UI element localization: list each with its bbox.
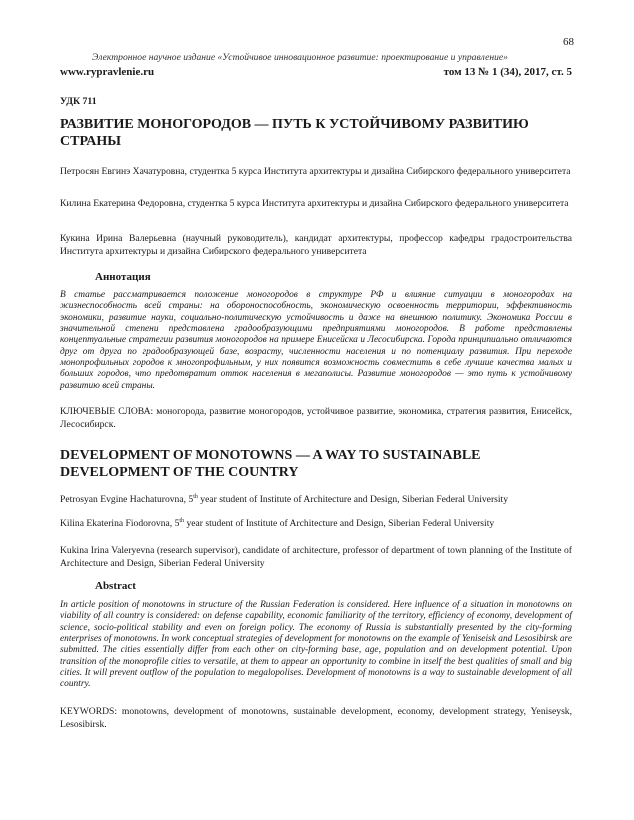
abstract-heading: Abstract [95,580,136,592]
author-ru-1: Петросян Евгинэ Хачатуровна, студентка 5 курса Института архитектуры и дизайна Сибирского федерального университета [60,166,571,177]
author-en-2-pre: Kilina Ekaterina Fiodorovna, 5 [60,518,180,529]
author-en-3: Kukina Irina Valeryevna (research supervisor), candidate of architecture, professor of department of town planning of the Institute of Architecture and Design, Siberian Federal University [60,545,572,569]
title-english: DEVELOPMENT OF MONOTOWNS — A WAY TO SUSTAINABLE DEVELOPMENT OF THE COUNTRY [60,448,481,480]
website-link[interactable]: www.rypravlenie.ru [60,66,155,78]
title-russian: РАЗВИТИЕ МОНОГОРОДОВ — ПУТЬ К УСТОЙЧИВОМУ РАЗВИТИЮ СТРАНЫ [60,117,529,149]
issue-info: том 13 № 1 (34), 2017, ст. 5 [443,66,572,78]
annotation-text: В статье рассматривается положение моногородов в структуре РФ и влияние ситуации в моногородах на жизнеспособность всей страны: на обороноспособность, экономическую освоенность территории, эффективность экономики, развитие науки, социально-политическую устойчивость и даже на внешнюю политику. Экономика России в значительной степени представлена градообразующими предприятиями моногородов. В работе представлены концептуальные стратегии развития моногородов на примере Енисейска и Лесосибирска. Города принципиально отличаются друг от друга по градообразующей базе, возрасту, численности населения и по потенциалу развития. При переходе монопрофильных городов к многопрофильным, у них появится возможность совместить в себе лучшие качества малых и больших городов, что предотвратит отток населения в мегаполисы. Развитие моногородов — это путь к устойчивому развитию всей страны. [60,290,572,391]
journal-line: Электронное научное издание «Устойчивое инновационное развитие: проектирование и управление» [92,52,508,63]
author-en-2-sup: th [179,518,185,524]
author-ru-2: Килина Екатерина Федоровна, студентка 5 курса Института архитектуры и дизайна Сибирского федерального университета [60,198,569,209]
author-en-2 [60,518,572,531]
keywords-ru: КЛЮЧЕВЫЕ СЛОВА: моногорода, развитие моногородов, устойчивое развитие, экономика, стратегия развития, Енисейск, Лесосибирск. [60,406,572,430]
udk-code: УДК 711 [60,96,97,107]
author-en-1-post: year student of Institute of Architecture and Design, Siberian Federal University [197,494,509,505]
author-en-2-post: year student of Institute of Architecture and Design, Siberian Federal University [184,518,495,529]
page-number: 68 [563,36,574,48]
abstract-text: In article position of monotowns in structure of the Russian Federation is considered. Here influence of a situation in monotowns on viability of all country is considered: on defense capability, economic familiarity of the territory, efficiency of economy, development of science, socio-political stability and even on foreign policy. The economy of Russia is substantially presented by the city-forming enterprises of monotowns. In work conceptual strategies of development for monotowns on the example of Yeniseisk and Lesosibirsk are submitted. The cities essentially differ from each other on city-forming base, age, population and on development potential. Upon transition of the monoprofile cities to versatile, at them to appear an opportunity to combine in itself the best qualities of small and big cities. It will prevent outflow of the population to megalopolises. Development of monotowns is a way to sustainable development of all country. [60,600,572,690]
header-row [60,66,572,78]
author-en-1-pre: Petrosyan Evgine Hachaturovna, 5 [60,494,194,505]
author-en-1 [60,494,572,507]
keywords-en: KEYWORDS: monotowns, development of monotowns, sustainable development, economy, development strategy, Yeniseysk, Lesosibirsk. [60,706,572,730]
annotation-heading: Аннотация [95,271,151,283]
author-en-1-sup: th [193,494,198,500]
author-ru-3: Кукина Ирина Валерьевна (научный руководитель), кандидат архитектуры, профессор кафедры градостроительства Института архитектуры и дизайна Сибирского федерального университета [60,233,572,257]
